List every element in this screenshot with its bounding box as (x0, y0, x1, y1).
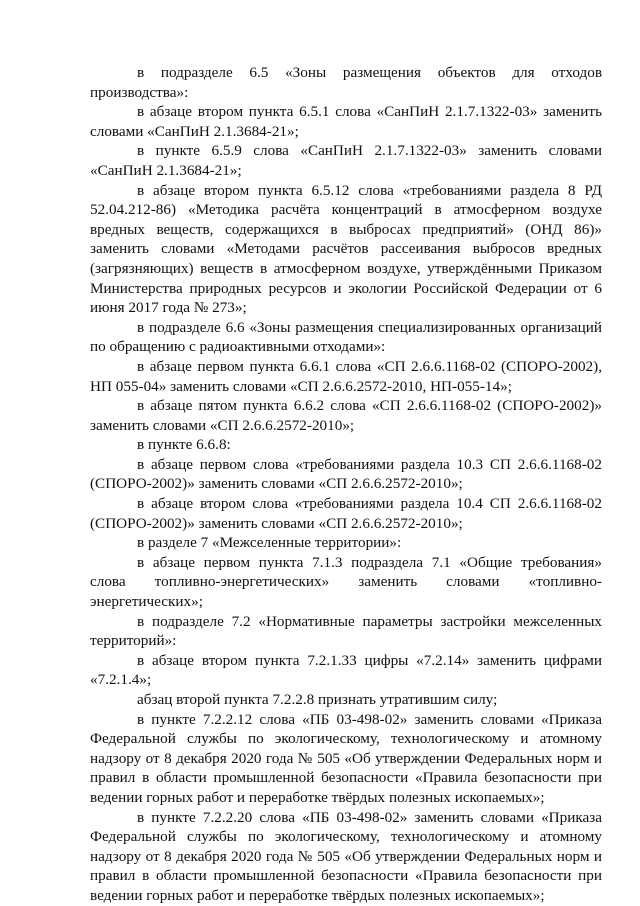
document-page (90, 63, 602, 906)
paragraph-6-5-12: в абзаце втором пункта 6.5.12 слова «требованиями раздела 8 РД 52.04.212-86) «Методика расчёта концентраций в атмосферном воздухе вредных веществ, содержащихся в выбросах предприятий» (ОНД 86)» заменить словами «Методами расчётов рассеивания выбросов вредных (загрязняющих) веществ в атмосферном воздухе, утверждёнными Приказом Министерства природных ресурсов и экологии Российской Федерации от 6 июня 2017 года № 273»; (90, 181, 602, 317)
paragraph-7-2-2-8: абзац второй пункта 7.2.2.8 признать утратившим силу; (137, 691, 498, 708)
paragraph-6-6-8: в пункте 6.6.8: (137, 436, 231, 454)
paragraph-6-6-2: в абзаце пятом пункта 6.6.2 слова «СП 2.6.6.1168-02 (СПОРО-2002)» заменить словами «СП 2.6.6.2572-2010»; (90, 397, 602, 434)
paragraph-section-7: в разделе 7 «Межселенные территории»: (137, 534, 402, 552)
paragraph-6-5-9: в пункте 6.5.9 слова «СанПиН 2.1.7.1322-03» заменить словами «СанПиН 2.1.3684-21»; (90, 142, 602, 179)
paragraph-6-5-1: в абзаце втором пункта 6.5.1 слова «СанПиН 2.1.7.1322-03» заменить словами «СанПиН 2.1.3684-21»; (90, 103, 602, 140)
paragraph-7-1-3: в абзаце первом пункта 7.1.3 подраздела 7.1 «Общие требования» слова топливно-энергетических» заменить словами «топливно-энергетических»; (90, 553, 602, 611)
paragraph-6-6: в подразделе 6.6 «Зоны размещения специализированных организаций по обращению с радиоактивными отходами»: (90, 318, 602, 356)
paragraph-7-2-2-20: в пункте 7.2.2.20 слова «ПБ 03-498-02» заменить словами «Приказа Федеральной службы по экологическому, технологическому и атомному надзору от 8 декабря 2020 года № 505 «Об утверждении Федеральных норм и правил в области промышленной безопасности «Правила безопасности при ведении горных работ и переработке твёрдых полезных ископаемых»; (90, 808, 602, 904)
paragraph-6-6-8-first: в абзаце первом слова «требованиями раздела 10.3 СП 2.6.6.1168-02 (СПОРО-2002)» заменить словами «СП 2.6.6.2572-2010»; (90, 455, 602, 493)
paragraph-6-6-1: в абзаце первом пункта 6.6.1 слова «СП 2.6.6.1168-02 (СПОРО-2002), НП 055-04» заменить словами «СП 2.6.6.2572-2010, НП-055-14»; (90, 357, 602, 395)
paragraph-7-2-2-12: в пункте 7.2.2.12 слова «ПБ 03-498-02» заменить словами «Приказа Федеральной службы по экологическому, технологическому и атомному надзору от 8 декабря 2020 года № 505 «Об утверждении Федеральных норм и правил в области промышленной безопасности «Правила безопасности при ведении горных работ и переработке твёрдых полезных ископаемых»; (90, 710, 602, 806)
paragraph-7-2: в подразделе 7.2 «Нормативные параметры застройки межселенных территорий»: (90, 612, 602, 650)
paragraph-6-5: в подразделе 6.5 «Зоны размещения объектов для отходов производства»: (90, 64, 602, 101)
paragraph-7-2-1-33: в абзаце втором пункта 7.2.1.33 цифры «7.2.14» заменить цифрами «7.2.1.4»; (90, 651, 602, 689)
paragraph-6-6-8-second: в абзаце втором слова «требованиями раздела 10.4 СП 2.6.6.1168-02 (СПОРО-2002)» заменить словами «СП 2.6.6.2572-2010»; (90, 495, 602, 532)
